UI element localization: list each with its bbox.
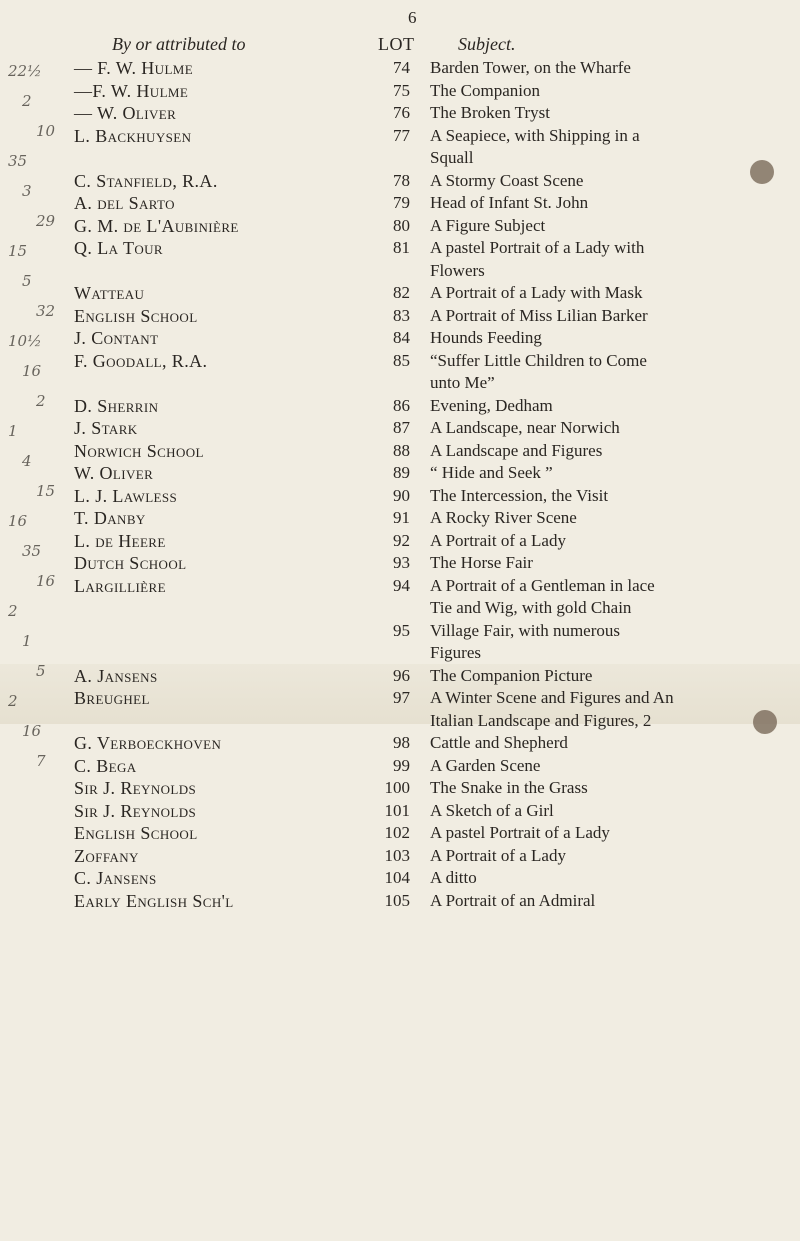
row-artist: — W. Oliver xyxy=(74,103,177,123)
row-artist: L. Backhuysen xyxy=(74,125,192,146)
row-lot: 105 xyxy=(384,890,410,910)
row-lot: 95 xyxy=(393,620,410,640)
margin-note: 35 xyxy=(8,152,28,170)
row-artist: Sir J. Reynolds xyxy=(74,800,197,821)
row-lot: 101 xyxy=(384,800,410,820)
row-artist: L. J. Lawless xyxy=(74,485,178,506)
catalogue-row xyxy=(0,373,800,396)
row-subject: A Landscape, near Norwich xyxy=(430,418,620,437)
row-lot: 78 xyxy=(393,170,410,190)
row-artist: —F. W. Hulme xyxy=(74,80,189,101)
row-lot: 93 xyxy=(393,553,410,572)
row-subject: The Intercession, the Visit xyxy=(430,485,609,505)
row-artist: — F. W. Hulme xyxy=(74,58,194,78)
catalogue-row xyxy=(0,148,800,171)
row-subject: The Snake in the Grass xyxy=(430,778,588,797)
row-artist: D. Sherrin xyxy=(74,395,159,416)
row-artist: A. Jansens xyxy=(74,665,158,686)
row-artist: F. Goodall, R.A. xyxy=(74,350,208,371)
row-artist: Zoffany xyxy=(74,845,139,866)
row-lot: 86 xyxy=(393,395,410,415)
row-artist: G. Verboeckhoven xyxy=(74,733,222,753)
row-artist: Early English Sch'l xyxy=(74,890,234,911)
catalogue-row xyxy=(0,328,800,351)
row-subject: unto Me” xyxy=(430,373,495,392)
row-subject: A Stormy Coast Scene xyxy=(430,170,584,190)
catalogue-row xyxy=(0,643,800,666)
row-lot: 102 xyxy=(384,823,410,842)
row-subject: A Portrait of an Admiral xyxy=(430,890,596,910)
margin-note: 1 xyxy=(8,422,18,440)
catalogue-row xyxy=(0,58,800,81)
catalogue-row xyxy=(0,81,800,104)
margin-note: 3 xyxy=(22,182,32,200)
margin-note: 10 xyxy=(36,122,56,140)
catalogue-row xyxy=(0,621,800,644)
catalogue-row xyxy=(0,283,800,306)
margin-note: 35 xyxy=(22,542,42,560)
margin-note: 16 xyxy=(8,512,28,530)
row-artist: Largillière xyxy=(74,575,166,596)
row-subject: A Portrait of a Lady xyxy=(430,845,566,865)
row-subject: A Portrait of Miss Lilian Barker xyxy=(430,305,648,325)
catalogue-row xyxy=(0,868,800,891)
row-lot: 82 xyxy=(393,283,410,302)
catalogue-row xyxy=(0,441,800,464)
row-subject: Squall xyxy=(430,148,474,167)
row-subject: “Suffer Little Children to Come xyxy=(430,350,647,370)
margin-note: 5 xyxy=(36,662,46,680)
row-lot: 77 xyxy=(393,125,410,145)
margin-note: 16 xyxy=(22,722,42,740)
catalogue-row xyxy=(0,891,800,914)
row-artist: J. Stark xyxy=(74,418,138,438)
row-subject: A Winter Scene and Figures and An xyxy=(430,688,674,707)
row-lot: 90 xyxy=(393,485,410,505)
margin-note: 16 xyxy=(22,362,42,380)
row-artist: Breughel xyxy=(74,688,150,708)
row-lot: 97 xyxy=(393,688,410,707)
page-number: 6 xyxy=(408,8,417,27)
row-lot: 80 xyxy=(393,215,410,235)
row-lot: 100 xyxy=(384,778,410,797)
row-artist: Watteau xyxy=(74,283,145,303)
row-artist: Norwich School xyxy=(74,440,204,461)
row-subject: The Horse Fair xyxy=(430,553,533,572)
margin-note: 2 xyxy=(22,92,32,110)
catalogue-row xyxy=(0,486,800,509)
row-artist: Sir J. Reynolds xyxy=(74,778,197,798)
catalogue-row xyxy=(0,598,800,621)
catalogue-row xyxy=(0,238,800,261)
row-lot: 87 xyxy=(393,418,410,437)
row-lot: 91 xyxy=(393,508,410,527)
row-artist: Q. La Tour xyxy=(74,238,163,258)
catalogue-row xyxy=(0,261,800,284)
header-artist: By or attributed to xyxy=(112,34,246,54)
row-subject: Flowers xyxy=(430,260,485,280)
row-lot: 83 xyxy=(393,305,410,325)
row-subject: Hounds Feeding xyxy=(430,328,542,347)
row-lot: 92 xyxy=(393,530,410,550)
row-subject: A Landscape and Figures xyxy=(430,440,603,460)
row-lot: 99 xyxy=(393,755,410,775)
header-lot: LOT xyxy=(378,34,415,54)
row-subject: A Sketch of a Girl xyxy=(430,800,554,820)
catalogue-row xyxy=(0,846,800,869)
margin-note: 15 xyxy=(36,482,56,500)
margin-note: 29 xyxy=(36,212,56,230)
row-subject: The Companion xyxy=(430,80,541,100)
catalogue-row xyxy=(0,508,800,531)
catalogue-row xyxy=(0,126,800,149)
row-subject: A Figure Subject xyxy=(430,215,546,235)
catalogue-row xyxy=(0,396,800,419)
row-subject: A Garden Scene xyxy=(430,755,541,775)
row-subject: A Portrait of a Lady xyxy=(430,530,566,550)
row-subject: A pastel Portrait of a Lady with xyxy=(430,238,645,257)
row-subject: Figures xyxy=(430,643,481,662)
catalogue-row xyxy=(0,666,800,689)
row-subject: A pastel Portrait of a Lady xyxy=(430,823,610,842)
row-artist: A. del Sarto xyxy=(74,193,175,213)
row-subject: Barden Tower, on the Wharfe xyxy=(430,58,631,77)
catalogue-row xyxy=(0,351,800,374)
catalogue-row xyxy=(0,463,800,486)
catalogue-list xyxy=(0,58,800,913)
row-lot: 103 xyxy=(384,845,410,865)
row-subject: Village Fair, with numerous xyxy=(430,620,620,640)
margin-note: 5 xyxy=(22,272,32,290)
row-artist: C. Stanfield, R.A. xyxy=(74,170,218,191)
row-subject: A ditto xyxy=(430,868,477,887)
row-artist: T. Danby xyxy=(74,508,146,528)
margin-note: 16 xyxy=(36,572,56,590)
row-lot: 96 xyxy=(393,665,410,685)
margin-note: 2 xyxy=(8,692,18,710)
catalogue-row xyxy=(0,418,800,441)
row-artist: W. Oliver xyxy=(74,463,154,483)
row-subject: A Portrait of a Gentleman in lace xyxy=(430,575,655,595)
margin-note: 15 xyxy=(8,242,28,260)
row-lot: 74 xyxy=(393,58,410,77)
row-artist: English School xyxy=(74,305,198,326)
row-lot: 75 xyxy=(393,80,410,100)
margin-note: 1 xyxy=(22,632,32,650)
row-lot: 104 xyxy=(384,868,410,887)
row-lot: 98 xyxy=(393,733,410,752)
catalogue-row xyxy=(0,103,800,126)
catalogue-row xyxy=(0,216,800,239)
row-subject: The Companion Picture xyxy=(430,665,593,685)
row-subject: A Portrait of a Lady with Mask xyxy=(430,283,643,302)
row-lot: 84 xyxy=(393,328,410,347)
row-subject: “ Hide and Seek ” xyxy=(430,463,553,482)
row-artist: J. Contant xyxy=(74,328,159,348)
catalogue-row xyxy=(0,688,800,711)
row-lot: 79 xyxy=(393,193,410,212)
row-artist: L. de Heere xyxy=(74,530,166,551)
margin-note: 2 xyxy=(8,602,18,620)
catalogue-row xyxy=(0,823,800,846)
header-subject: Subject. xyxy=(458,34,516,54)
row-lot: 88 xyxy=(393,440,410,460)
row-lot: 81 xyxy=(393,238,410,257)
catalogue-row xyxy=(0,193,800,216)
margin-note: 7 xyxy=(36,752,46,770)
margin-note: 2 xyxy=(36,392,46,410)
row-lot: 89 xyxy=(393,463,410,482)
row-subject: Tie and Wig, with gold Chain xyxy=(430,598,632,617)
catalogue-row xyxy=(0,553,800,576)
margin-note: 4 xyxy=(22,452,32,470)
catalogue-row xyxy=(0,171,800,194)
row-subject: Head of Infant St. John xyxy=(430,193,589,212)
catalogue-row xyxy=(0,733,800,756)
catalogue-row xyxy=(0,576,800,599)
row-subject: The Broken Tryst xyxy=(430,103,550,122)
margin-note: 22½ xyxy=(8,62,42,80)
catalogue-row xyxy=(0,801,800,824)
row-artist: G. M. de L'Aubinière xyxy=(74,215,239,236)
row-subject: Evening, Dedham xyxy=(430,395,553,415)
catalogue-row xyxy=(0,778,800,801)
row-artist: C. Jansens xyxy=(74,868,157,888)
row-subject: Cattle and Shepherd xyxy=(430,733,568,752)
row-lot: 85 xyxy=(393,350,410,370)
catalogue-row xyxy=(0,711,800,734)
row-lot: 76 xyxy=(393,103,410,122)
row-subject: A Rocky River Scene xyxy=(430,508,577,527)
row-artist: Dutch School xyxy=(74,553,187,573)
margin-note: 10½ xyxy=(8,332,42,350)
margin-note: 32 xyxy=(36,302,56,320)
row-lot: 94 xyxy=(393,575,410,595)
row-artist: C. Bega xyxy=(74,755,137,776)
catalogue-row xyxy=(0,756,800,779)
row-subject: A Seapiece, with Shipping in a xyxy=(430,125,640,145)
catalogue-row xyxy=(0,306,800,329)
row-artist: English School xyxy=(74,823,198,843)
row-subject: Italian Landscape and Figures, 2 xyxy=(430,710,652,730)
catalogue-row xyxy=(0,531,800,554)
